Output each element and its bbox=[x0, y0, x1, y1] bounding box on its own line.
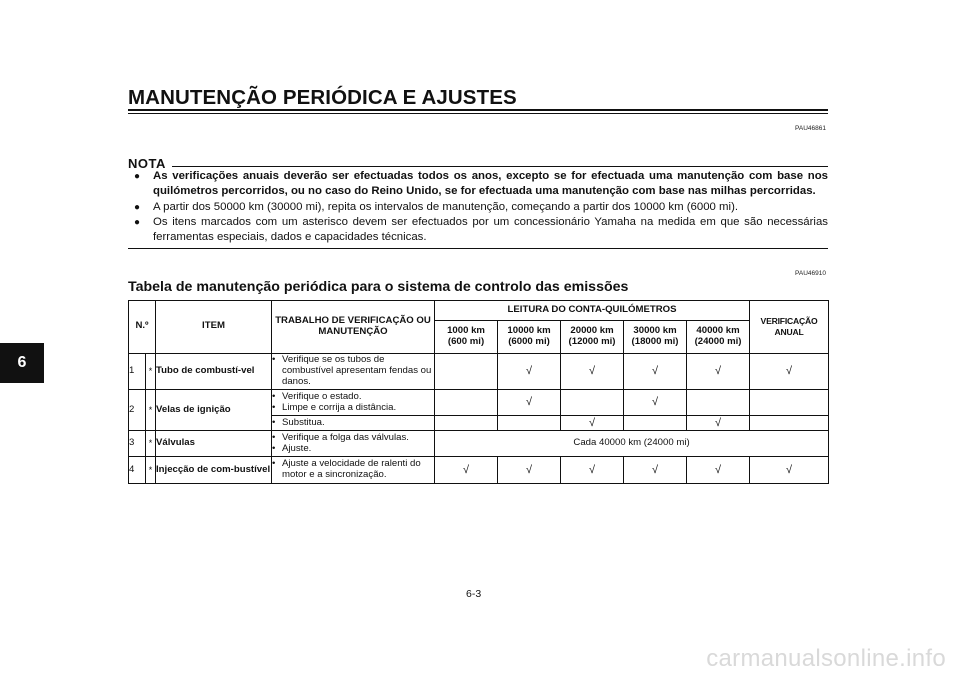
table-row bbox=[129, 456, 829, 483]
nota-bullet-text: A partir dos 50000 km (30000 mi), repita os intervalos de manutenção, começando a partir dos 10000 km (6000 mi). bbox=[153, 200, 739, 213]
nota-bullets bbox=[134, 169, 828, 245]
section-code: PAU46910 bbox=[795, 270, 826, 277]
check-cell bbox=[750, 416, 829, 431]
row-item: Velas de ignição bbox=[156, 389, 272, 430]
header-interval: 30000 km (18000 mi) bbox=[624, 321, 687, 353]
check-cell bbox=[624, 416, 687, 431]
row-number: 2 bbox=[129, 389, 146, 430]
row-number: 3 bbox=[129, 431, 146, 456]
chapter-tab: 6 bbox=[0, 343, 44, 383]
nota-end-rule bbox=[128, 248, 828, 249]
bullet-dot-icon: ● bbox=[134, 171, 141, 182]
check-cell bbox=[435, 353, 498, 389]
header-item: ITEM bbox=[156, 301, 272, 354]
row-item: Tubo de combustí-vel bbox=[156, 353, 272, 389]
header-interval: 1000 km (600 mi) bbox=[435, 321, 498, 353]
check-cell bbox=[435, 416, 498, 431]
watermark: carmanualsonline.info bbox=[706, 645, 946, 672]
row-work: • Verifique o estado. • Limpe e corrija a distância. bbox=[272, 389, 435, 415]
row-item: Injecção de com-bustível bbox=[156, 456, 272, 483]
asterisk-mark: * bbox=[146, 389, 156, 430]
title-rule-thin bbox=[128, 113, 828, 114]
nota-bullet bbox=[134, 200, 828, 215]
asterisk-mark: * bbox=[146, 353, 156, 389]
check-cell bbox=[750, 389, 829, 415]
interval-span-cell: Cada 40000 km (24000 mi) bbox=[435, 431, 829, 456]
nota-bullet-text: As verificações anuais deverão ser efectuadas todos os anos, excepto se for efectuada uma manutenção com base nos quilómetros percorridos, ou no caso do Reino Unido, se for efectuada uma manutenção com base nas milhas percorridas. bbox=[153, 170, 828, 198]
asterisk-mark: * bbox=[146, 456, 156, 483]
row-number: 4 bbox=[129, 456, 146, 483]
nota-bullet bbox=[134, 169, 828, 200]
nota-bullet bbox=[134, 215, 828, 246]
nota-code: PAU46861 bbox=[795, 125, 826, 132]
check-cell: √ bbox=[687, 416, 750, 431]
check-cell bbox=[435, 389, 498, 415]
title-rule bbox=[128, 109, 828, 111]
row-item: Válvulas bbox=[156, 431, 272, 456]
check-cell: √ bbox=[750, 353, 829, 389]
row-work: • Verifique se os tubos de combustível apresentam fendas ou danos. bbox=[272, 353, 435, 389]
nota-bullet-text: Os itens marcados com um asterisco devem ser efectuados por um concessionário Yamaha na medida em que são necessárias ferramentas especiais, dados e capacidades técnicas. bbox=[153, 215, 828, 244]
row-work: • Ajuste a velocidade de ralenti do motor e a sincronização. bbox=[272, 456, 435, 483]
check-cell bbox=[498, 416, 561, 431]
page-number: 6-3 bbox=[466, 588, 482, 600]
check-cell: √ bbox=[498, 353, 561, 389]
check-cell: √ bbox=[561, 416, 624, 431]
bullet-dot-icon: ● bbox=[134, 216, 141, 228]
row-work: • Verifique a folga das válvulas. • Ajuste. bbox=[272, 431, 435, 456]
header-work: TRABALHO DE VERIFICAÇÃO OU MANUTENÇÃO bbox=[272, 301, 435, 354]
check-cell: √ bbox=[498, 456, 561, 483]
check-cell: √ bbox=[750, 456, 829, 483]
header-no: N.º bbox=[129, 301, 156, 354]
check-cell: √ bbox=[498, 389, 561, 415]
bullet-dot-icon: ● bbox=[134, 201, 141, 213]
check-cell: √ bbox=[561, 456, 624, 483]
check-cell: √ bbox=[561, 353, 624, 389]
asterisk-mark: * bbox=[146, 431, 156, 456]
check-cell bbox=[561, 389, 624, 415]
row-number: 1 bbox=[129, 353, 146, 389]
row-work: • Substitua. bbox=[272, 416, 435, 431]
table-row bbox=[129, 431, 829, 456]
table-row bbox=[129, 353, 829, 389]
header-interval: 40000 km (24000 mi) bbox=[687, 321, 750, 353]
table-row bbox=[129, 389, 829, 415]
check-cell: √ bbox=[435, 456, 498, 483]
section-title: Tabela de manutenção periódica para o sistema de controlo das emissões bbox=[128, 279, 629, 295]
maintenance-table bbox=[128, 300, 829, 484]
check-cell: √ bbox=[624, 353, 687, 389]
check-cell: √ bbox=[687, 456, 750, 483]
page-title: MANUTENÇÃO PERIÓDICA E AJUSTES bbox=[128, 86, 517, 109]
check-cell: √ bbox=[624, 456, 687, 483]
header-odometer: LEITURA DO CONTA-QUILÓMETROS bbox=[435, 301, 750, 321]
header-annual: VERIFICAÇÃO ANUAL bbox=[750, 301, 829, 354]
header-interval: 20000 km (12000 mi) bbox=[561, 321, 624, 353]
check-cell bbox=[687, 389, 750, 415]
header-interval: 10000 km (6000 mi) bbox=[498, 321, 561, 353]
check-cell: √ bbox=[624, 389, 687, 415]
nota-label: NOTA bbox=[128, 156, 166, 171]
nota-rule bbox=[172, 166, 828, 167]
check-cell: √ bbox=[687, 353, 750, 389]
